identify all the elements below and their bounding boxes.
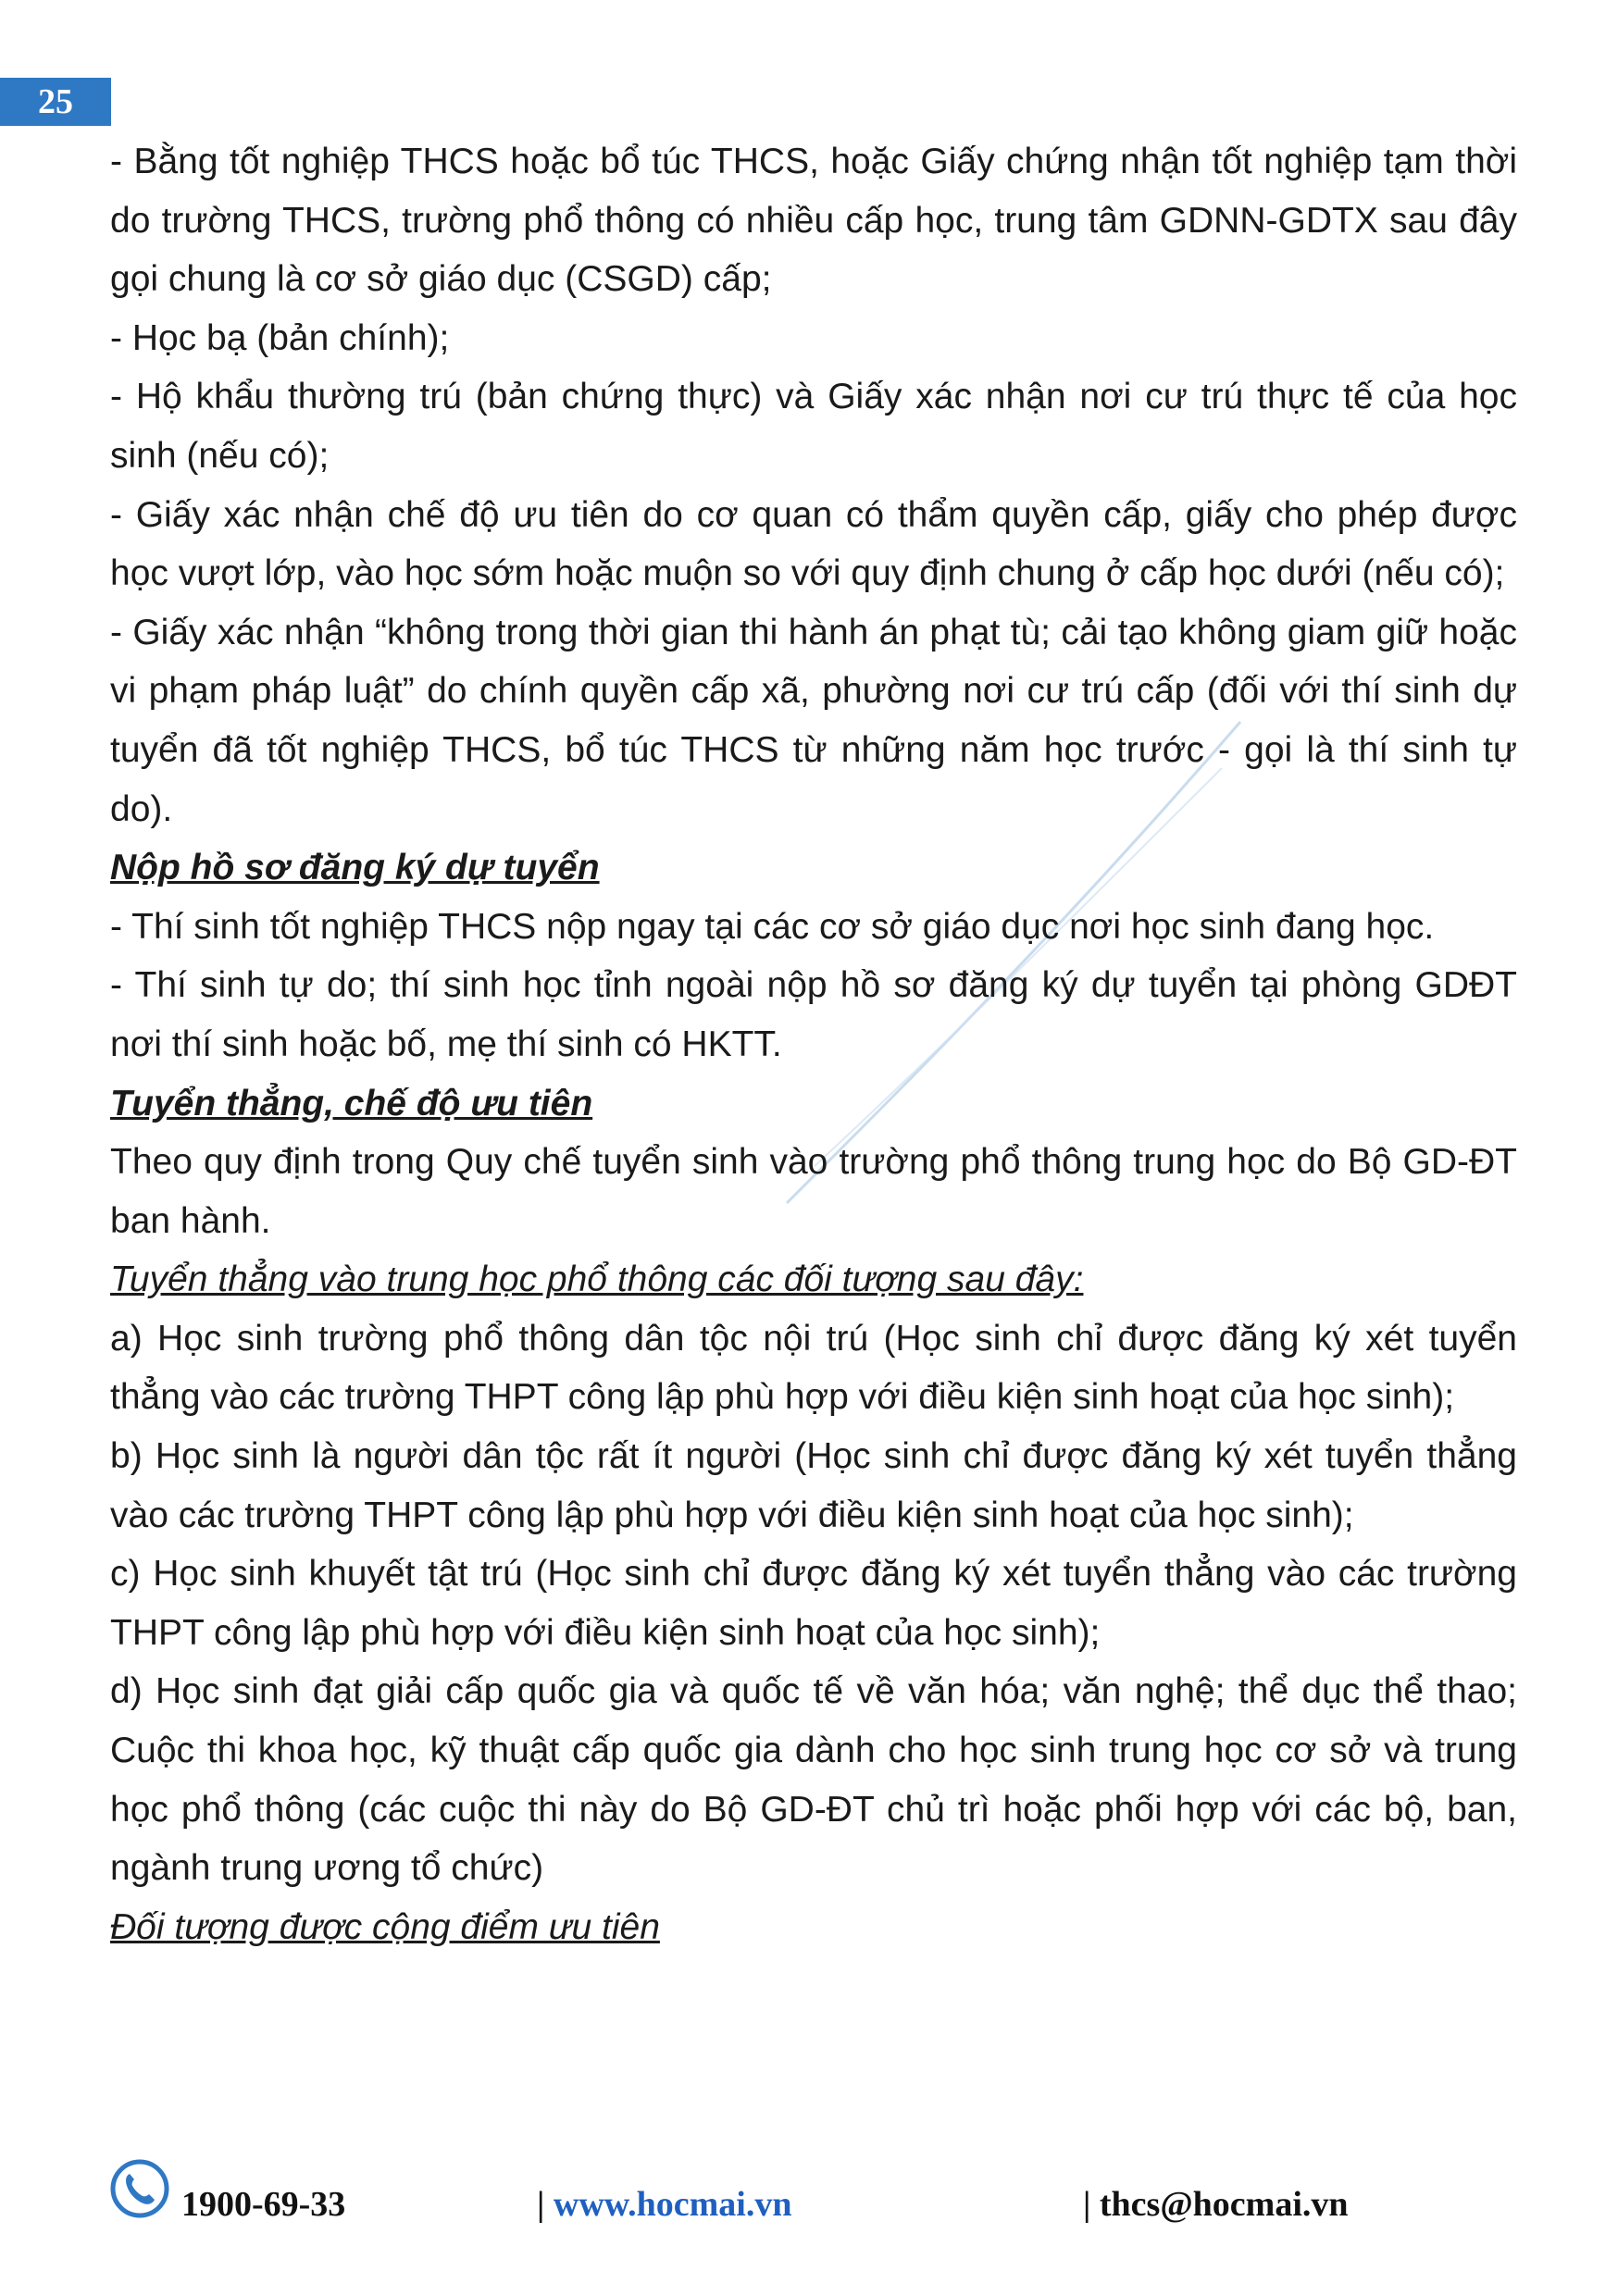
footer xyxy=(0,2147,1618,2240)
website xyxy=(537,2184,791,2225)
section-heading-direct-admission: Tuyển thẳng, chế độ ưu tiên xyxy=(110,1083,593,1123)
phone-icon xyxy=(109,2158,170,2219)
list-item: - Bằng tốt nghiệp THCS hoặc bổ túc THCS, hoặc Giấy chứng nhận tốt nghiệp tạm thời do trường THCS, trường phổ thông có nhiều cấp học, trung tâm GDNN-GDTX sau đây gọi chung là cơ sở giáo dục (CSGD) cấp; xyxy=(110,142,1517,300)
subheading-direct-admission-targets: Tuyển thẳng vào trung học phổ thông các đối tượng sau đây: xyxy=(110,1260,1084,1300)
list-item: - Thí sinh tốt nghiệp THCS nộp ngay tại các cơ sở giáo dục nơi học sinh đang học. xyxy=(110,906,1435,947)
website-link[interactable]: www.hocmai.vn xyxy=(553,2185,792,2224)
list-item: a) Học sinh trường phổ thông dân tộc nội trú (Học sinh chỉ được đăng ký xét tuyển thẳng vào các trường THPT công lập phù hợp với điều kiện sinh hoạt của học sinh); xyxy=(110,1318,1517,1418)
list-item: b) Học sinh là người dân tộc rất ít người (Học sinh chỉ được đăng ký xét tuyển thẳng vào các trường THPT công lập phù hợp với điều kiện sinh hoạt của học sinh); xyxy=(110,1436,1517,1535)
section-heading-submission: Nộp hồ sơ đăng ký dự tuyển xyxy=(110,848,600,888)
list-item: - Thí sinh tự do; thí sinh học tỉnh ngoài nộp hồ sơ đăng ký dự tuyển tại phòng GDĐT nơi thí sinh hoặc bố, mẹ thí sinh có HKTT. xyxy=(110,965,1517,1064)
list-item: - Giấy xác nhận chế độ ưu tiên do cơ quan có thẩm quyền cấp, giấy cho phép được học vượt lớp, vào học sớm hoặc muộn so với quy định chung ở cấp học dưới (nếu có); xyxy=(110,494,1517,594)
list-item: c) Học sinh khuyết tật trú (Học sinh chỉ được đăng ký xét tuyển thẳng vào các trường THPT công lập phù hợp với điều kiện sinh hoạt của học sinh); xyxy=(110,1554,1517,1653)
page-number: 25 xyxy=(0,78,111,126)
document-body xyxy=(110,132,1517,1956)
list-item: - Giấy xác nhận “không trong thời gian thi hành án phạt tù; cải tạo không giam giữ hoặc vi phạm pháp luật” do chính quyền cấp xã, phường nơi cư trú cấp (đối với thí sinh dự tuyển đã tốt nghiệp THCS, bổ túc THCS từ những năm học trước - gọi là thí sinh tự do). xyxy=(110,612,1517,829)
paragraph: Theo quy định trong Quy chế tuyển sinh vào trường phổ thông trung học do Bộ GD-ĐT ban hành. xyxy=(110,1142,1517,1241)
list-item: d) Học sinh đạt giải cấp quốc gia và quốc tế về văn hóa; văn nghệ; thể dục thể thao; Cuộc thi khoa học, kỹ thuật cấp quốc gia dành cho học sinh trung học cơ sở và trung học phổ thông (các cuộc thi này do Bộ GD-ĐT chủ trì hoặc phối hợp với các bộ, ban, ngành trung ương tổ chức) xyxy=(110,1671,1517,1889)
email xyxy=(1083,2184,1349,2225)
subheading-priority-targets: Đối tượng được cộng điểm ưu tiên xyxy=(110,1906,660,1947)
footer-separator: | xyxy=(537,2185,554,2224)
list-item: - Học bạ (bản chính); xyxy=(110,317,450,358)
list-item: - Hộ khẩu thường trú (bản chứng thực) và Giấy xác nhận nơi cư trú thực tế của học sinh (nếu có); xyxy=(110,377,1517,476)
email-link[interactable]: thcs@hocmai.vn xyxy=(1099,2185,1349,2224)
footer-separator: | xyxy=(1083,2185,1100,2224)
phone-number: 1900-69-33 xyxy=(181,2185,346,2224)
